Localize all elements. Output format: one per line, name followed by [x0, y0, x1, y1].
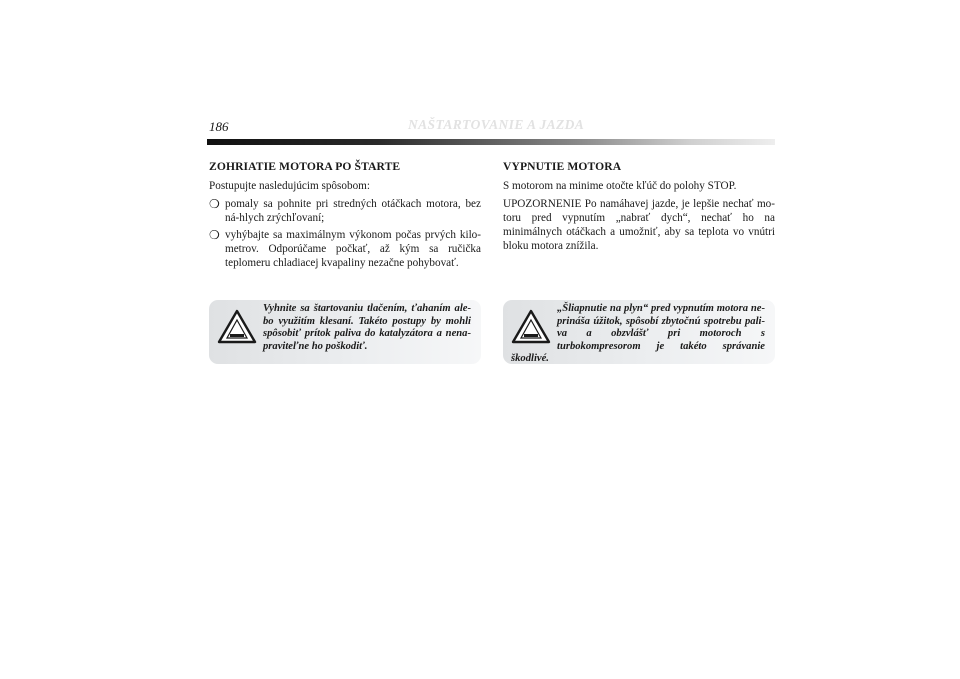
warning-text: Vyhnite sa štartovaniu tlačením, ťahaním ale-bo využitím klesaní. Takéto postupy by mohli spôsobiť prítok paliva do katalyzátora a nena-praviteľne ho poškodiť. [263, 303, 471, 352]
bullet-marker-icon: ❍ [209, 197, 220, 211]
bullet-list [209, 197, 481, 270]
bullet-text: vyhýbajte sa maximálnym výkonom počas prvých kilo-metrov. Odporúčame počkať, až kým sa ručička teplomeru chladiacej kvapaliny nezačne pohybovať. [225, 229, 481, 269]
section-heading-engine-off: VYPNUTIE MOTORA [503, 160, 622, 173]
list-item [209, 228, 481, 270]
list-item [209, 197, 481, 225]
left-column [209, 160, 481, 273]
page-number: 186 [209, 119, 229, 134]
warning-box-left [209, 300, 481, 364]
warning-triangle-icon [217, 309, 257, 345]
bullet-text: pomaly sa pohnite pri stredných otáčkach motora, bez ná-hlych zrýchľovaní; [225, 198, 481, 224]
right-column [503, 160, 775, 257]
intro-text: Postupujte nasledujúcim spôsobom: [209, 180, 370, 192]
section-heading-warmup: ZOHRIATIE MOTORA PO ŠTARTE [209, 160, 401, 173]
paragraph: UPOZORNENIE Po namáhavej jazde, je lepšie nechať mo-toru pred vypnutím „nabrať dych“, nechať ho na minimálnych otáčkach a umožniť, aby sa teplota vo vnútri bloku motora znížila. [503, 198, 775, 252]
warning-text: „Šliapnutie na plyn“ pred vypnutím motora ne-prináša úžitok, spôsobí zbytočnú spotrebu pali-va a obzvlášť pri motoroch s turbokompresorom je takéto správanie škodlivé. [511, 303, 765, 364]
paragraph: S motorom na minime otočte kľúč do polohy STOP. [503, 180, 737, 192]
warning-box-right [503, 300, 775, 364]
header-rule [207, 139, 775, 145]
running-title: NAŠTARTOVANIE A JAZDA [408, 117, 585, 132]
warning-triangle-icon [511, 309, 551, 345]
bullet-marker-icon: ❍ [209, 228, 220, 242]
